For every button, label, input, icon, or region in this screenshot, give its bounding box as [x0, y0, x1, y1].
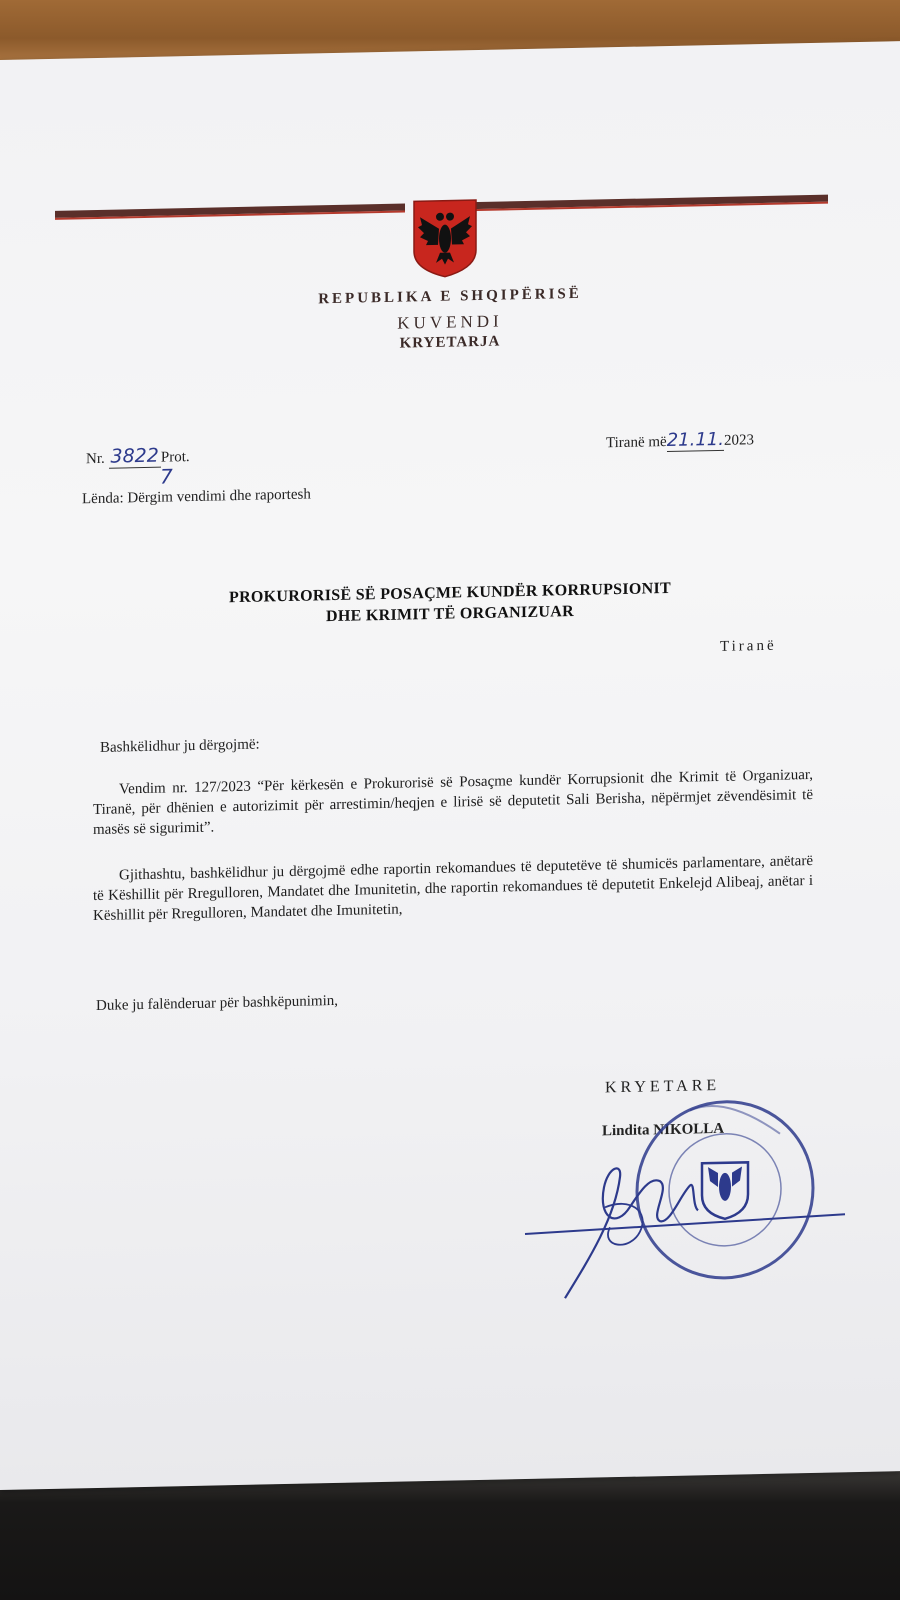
subject-line [82, 486, 311, 508]
protocol-prefix: Nr. [86, 450, 105, 468]
recipient-line-2: DHE KRIMIT TË ORGANIZUAR [326, 602, 574, 626]
paragraph-decision-text: Vendim nr. 127/2023 “Për kërkesën e Prokurorisë së Posaçme kundër Korrupsionit dhe Krimit të Organizuar, Tiranë, për dhënien e autorizimit për arrestimin/heqjen e lirisë së deputetit Sali Berisha, nëpërmjet zëvendësimit të masës së sigurimit”. [93, 766, 813, 839]
date-year: 2023 [723, 432, 754, 449]
header-rule-right [472, 195, 828, 209]
letter-page [0, 41, 900, 1490]
protocol-sub-number: 7 [160, 464, 173, 489]
handwritten-signature [520, 1132, 850, 1309]
date-handwritten: 21.11. [666, 428, 724, 452]
header-institution: KUVENDI [397, 311, 503, 333]
header-republic: REPUBLIKA E SHQIPËRISË [318, 285, 582, 308]
protocol-number [86, 444, 190, 468]
paragraph-decision [93, 765, 813, 840]
protocol-suffix: Prot. [160, 449, 190, 466]
signature-name: Lindita NIKOLLA [602, 1120, 725, 1140]
paragraph-reports [93, 851, 813, 926]
albanian-eagle-emblem-icon [412, 198, 478, 279]
protocol-handwritten-number: 3822 [110, 444, 159, 468]
greeting: Bashkëlidhur ju dërgojmë: [100, 736, 260, 756]
subject-text: Dërgim vendimi dhe raportesh [127, 486, 311, 507]
closing-line: Duke ju falënderuar për bashkëpunimin, [96, 992, 338, 1014]
recipient-line-1: PROKURORISË SË POSAÇME KUNDËR KORRUPSIONIT [229, 579, 671, 607]
date-line [606, 428, 754, 452]
recipient-city: Tiranë [720, 637, 777, 655]
subject-label: Lënda: [82, 490, 124, 508]
signature-title: KRYETARE [605, 1076, 721, 1097]
signature-scribble-icon [520, 1132, 850, 1309]
header-office: KRYETARJA [399, 333, 501, 352]
date-prefix: Tiranë më [606, 434, 667, 452]
paragraph-reports-text: Gjithashtu, bashkëlidhur ju dërgojmë edhe raportin rekomandues të deputetëve të shumicës parlamentare, anëtarë të Këshillit për Rregulloren, Mandatet dhe Imunitetin, dhe raportin rekomandues të deputetit Enkelejd Alibeaj, anëtar i Këshillit për Rregulloren, Mandatet dhe Imunitetin, [93, 852, 813, 925]
header-rule-left [55, 204, 405, 218]
desk-edge [0, 1470, 900, 1600]
